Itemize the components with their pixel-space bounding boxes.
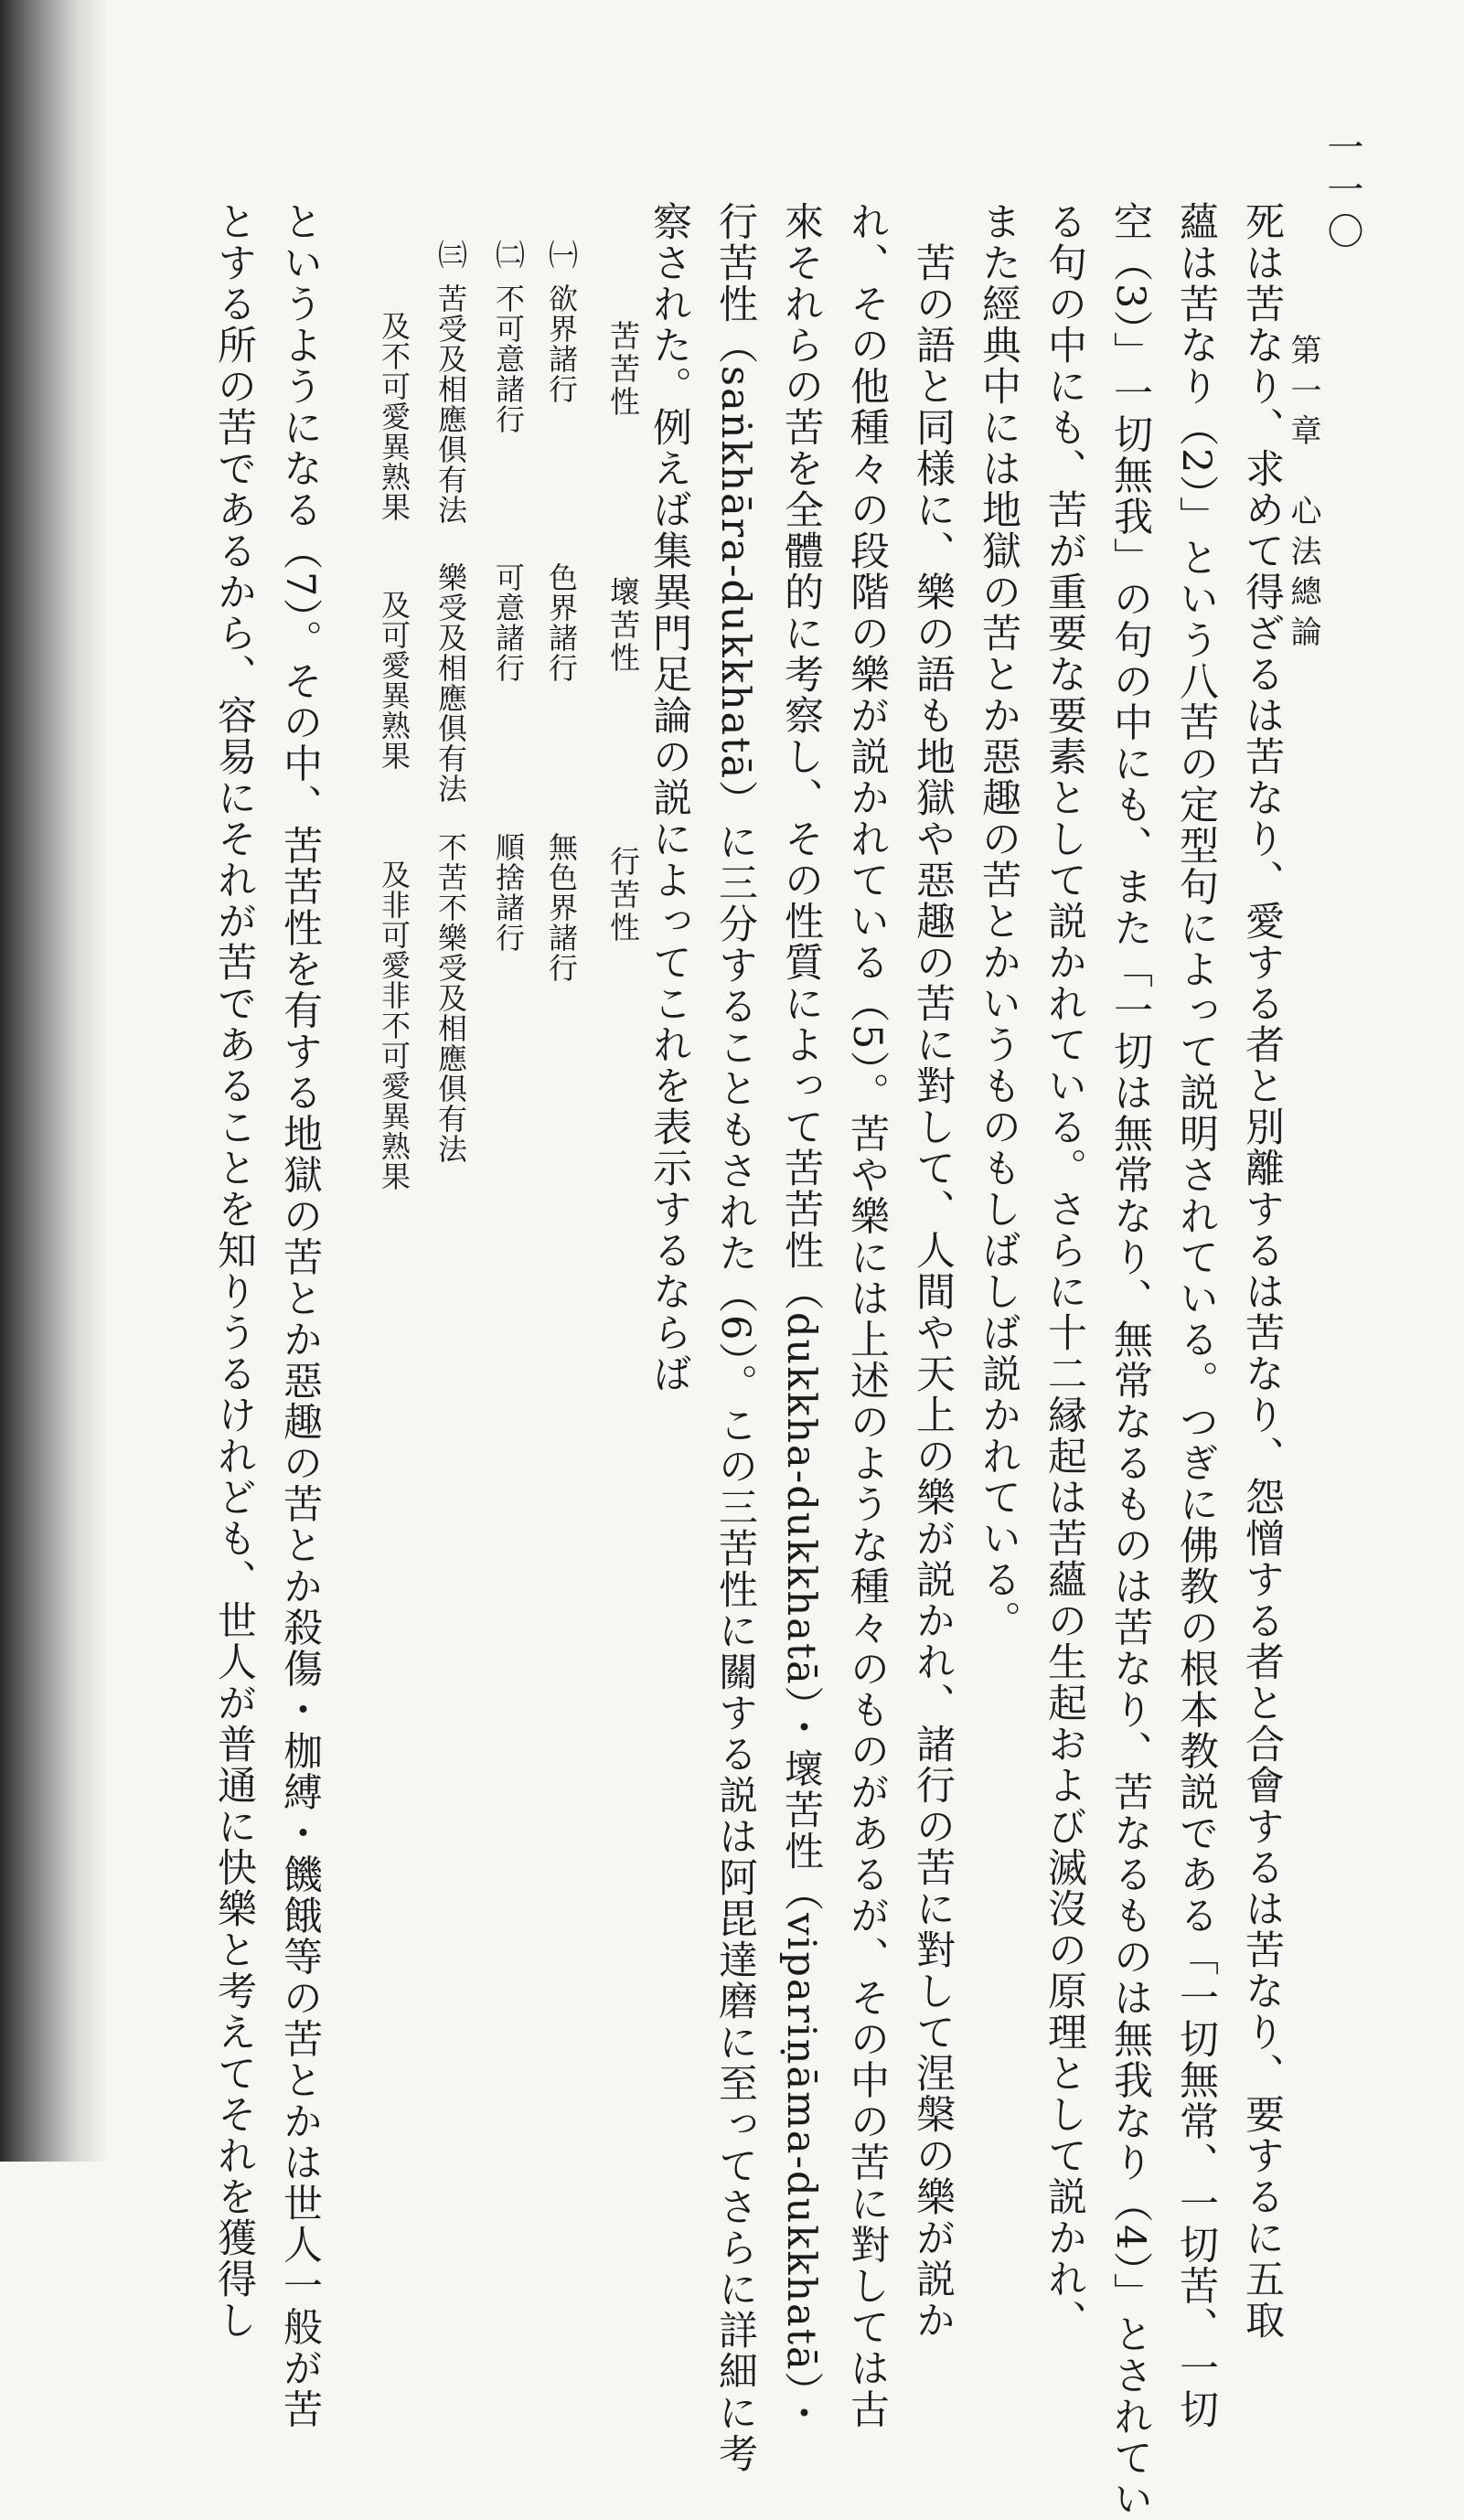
table-cell: 苦受及相應俱有法 [433, 283, 468, 525]
table-cell: 樂受及相應俱有法 [433, 562, 468, 804]
body-line-10: 察された。例えば集異門足論の説によってこれを表示するならば [647, 201, 692, 1394]
body-line-2: 蘊は苦なり（2）」という八苦の定型句によって説明されている。つぎに佛教の根本教説である「一切無常、一切苦、一切 [1173, 201, 1219, 2430]
table-cell: 及非可愛非不可愛異熟果 [377, 860, 411, 1191]
body-line-3: 空（3）」一切無我」の句の中にも、また「一切は無常なり、無常なるものは苦なり、苦なるものは無我なり（4）」とされてい [1107, 201, 1153, 2520]
page-number: 一一〇 [1321, 128, 1363, 254]
body-line-12: とする所の苦であるから、容易にそれが苦であることを知りうるけれども、世人が普通に快樂と考えてそれを獲得し [211, 201, 257, 2341]
body-line-5: また經典中には地獄の苦とか惡趣の苦とかいうものもしばしば説かれている。 [976, 201, 1021, 1641]
table-cell: 色界諸行 [544, 562, 579, 683]
table-row-marker-1: ㈠ [544, 240, 579, 271]
body-line-9: 行苦性（saṅkhāra-dukkhatā）に三分することもされた（6）。この三苦性に關する説は阿毘達磨に至ってさらに詳細に考 [712, 201, 758, 2474]
table-cell: 不苦不樂受及相應俱有法 [433, 832, 468, 1164]
scan-shadow-edge [0, 0, 110, 2162]
table-cell: 欲界諸行 [544, 283, 579, 404]
table-row-marker-2: ㈡ [491, 240, 526, 271]
table-header-sankhara-dukkhata: 行苦性 [605, 846, 641, 945]
body-line-1: 死は苦なり、求めて得ざるは苦なり、愛する者と別離するは苦なり、怨憎する者と合會するは苦なり、要するに五取 [1239, 201, 1285, 2341]
table-cell: 可意諸行 [491, 562, 526, 683]
table-cell: 及可愛異熟果 [377, 590, 411, 771]
body-line-6: 苦の語と同様に、樂の語も地獄や惡趣の苦に對して、人間や天上の樂が説かれ、諸行の苦に對して涅槃の樂が説か [910, 201, 956, 2341]
table-cell: 不可意諸行 [491, 283, 526, 434]
body-line-11: というようになる（7）。その中、苦苦性を有する地獄の苦とか惡趣の苦とか殺傷・枷縛・饑餓等の苦とかは世人一般が苦 [277, 201, 323, 2430]
body-line-8: 來それらの苦を全體的に考察し、その性質によって苦苦性（dukkha-dukkhatā）・壞苦性（vipariṇāma-dukkhatā）・ [778, 201, 824, 2435]
body-line-7: れ、その他種々の段階の樂が説かれている（5）。苦や樂には上述のような種々のものがあるが、その中の苦に對しては古 [844, 201, 890, 2430]
table-cell: 順捨諸行 [491, 832, 526, 953]
table-cell: 及不可愛異熟果 [377, 311, 411, 522]
body-line-4: る句の中にも、苦が重要な要素として説かれている。さらに十二縁起は苦蘊の生起および滅沒の原理として説かれ、 [1042, 201, 1087, 2341]
table-row-marker-3: ㈢ [433, 240, 468, 271]
running-head: 第一章 心法總論 [1285, 334, 1321, 656]
table-header-viparinama-dukkhata: 壞苦性 [605, 576, 641, 675]
table-cell: 無色界諸行 [544, 832, 579, 983]
table-header-dukkha-dukkhata: 苦苦性 [605, 320, 641, 419]
